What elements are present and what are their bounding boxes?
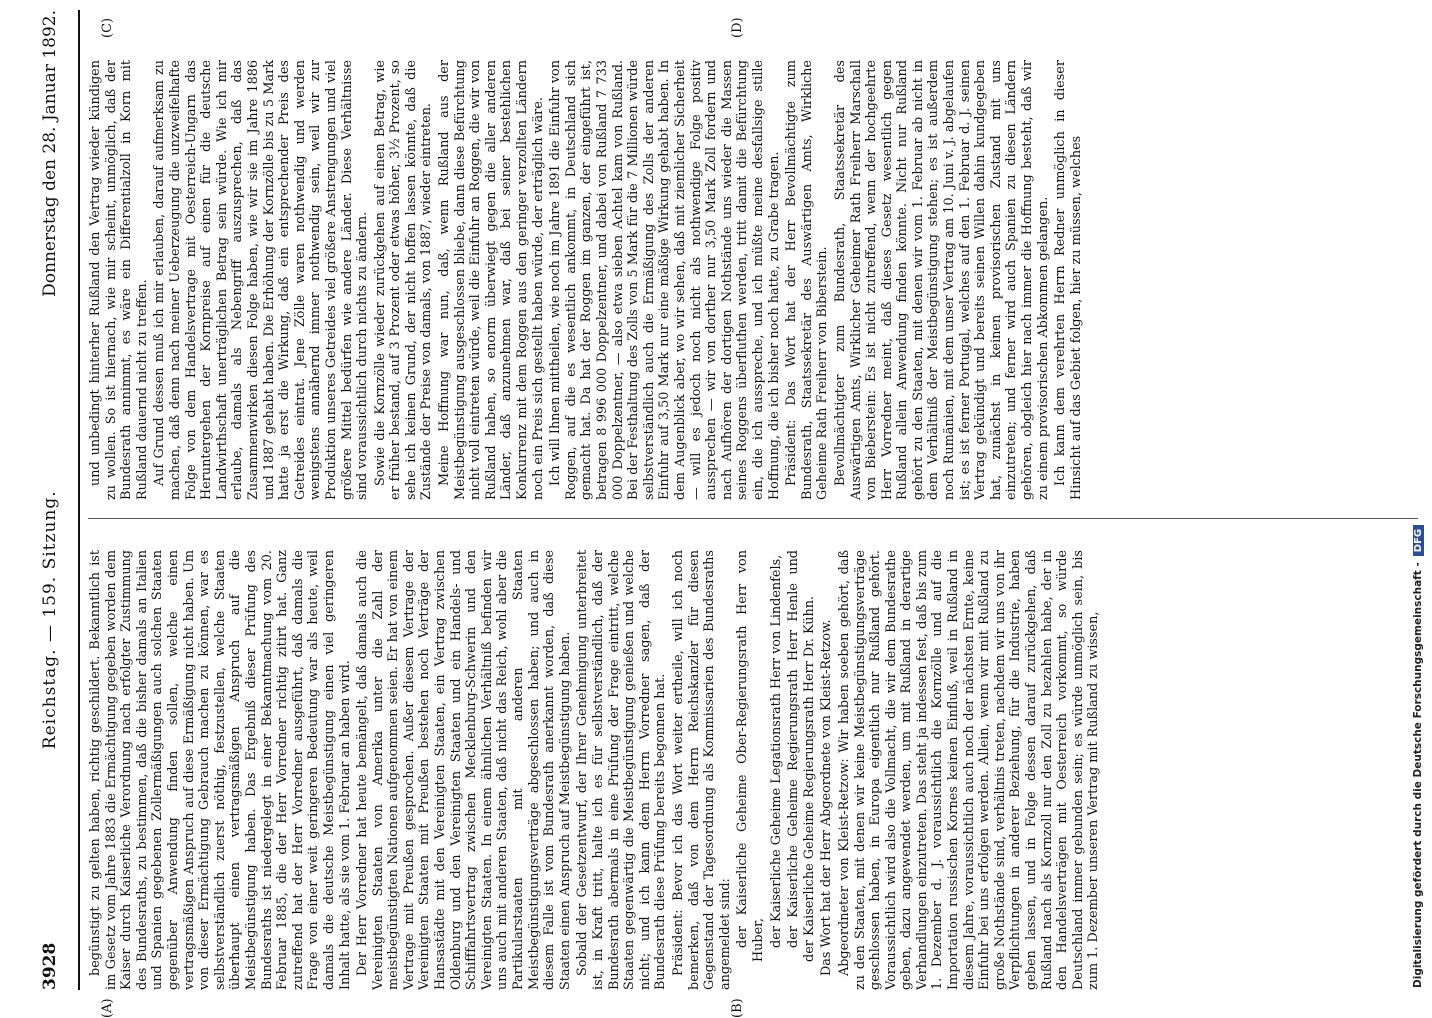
digitization-credit-strip [1400, 8, 1424, 992]
page-number: 3928 [40, 942, 60, 990]
margin-marker-d: (D) [730, 17, 745, 38]
digitization-credit [1412, 525, 1424, 988]
header-date: Donnerstag den 28. Januar 1892. [40, 10, 60, 297]
page-header [30, 10, 70, 990]
header-session: Reichstag. — 159. Sitzung. [40, 490, 60, 750]
rotated-page [30, 10, 1420, 1018]
margin-marker-b: (B) [730, 998, 745, 1018]
paragraph: Präsident: Bevor ich das Wort weiter ertheile, will ich noch bemerken, daß von dem Herrn Reichskanzler für diesen Gegenstand der Tagesordnung als Kommissarien des Bundesraths angemeldet sind: [670, 550, 733, 990]
paragraph: Sowie die Kornzölle wieder zurückgehen auf einen Betrag, wie er früher bestand, auf 3 Prozent oder etwas höher, 3½ Prozent, so sehe ich keinen Grund, der nicht hoffen lassen könnte, daß die Zustände der Preise von damals, von 1887, wieder eintreten. [372, 60, 435, 500]
paragraph: Ich kann dem verehrten Herrn Redner unmöglich in dieser Hinsicht auf das Gebiet folgen, hier zu müssen, welches [1053, 60, 1084, 500]
paragraph: Abgeordneter von Kleist-Retzow: Wir haben soeben gehört, daß zu den Staaten, mit denen wir keine Meistbegünstigungsverträge geschlossen haben, in Europa eigentlich nur Rußland gehört. Voraussichtlich wird also die Vollmacht, die wir dem Bundesrathe geben, dazu angewendet werden, um mit Rußland in derartige Verhandlungen einzutreten. Das steht ja indessen fest, daß bis zum 1. Dezember d. J. voraussichtlich die Kornzölle und auf die Importation russischen Kornes keinen Einfluß, weil in Rußland in diesem Jahre, voraussichtlich auch noch der nächsten Ernte, keine Einfuhr bei uns erfolgen werden. Allein, wenn wir mit Rußland zu große Nothstände sind, verhältnis treten, nachdem wir uns von ihr Verpflichtungen in anderer Beziehung, für die Industrie, haben geben lassen, und in Folge dessen darauf zurückgehen, daß Rußland nach als Kornzoll nur den Zoll zu bezahlen habe, der in den Handelsverträgen mit Oesterreich vorkommt, so würde Deutschland immer gebunden sein; es würde unmöglich sein, bis zum 1. Dezember unseren Vertrag mit Rußland zu wissen, [836, 550, 1102, 990]
commissioner-entry: der Kaiserliche Geheime Ober-Regierungsrath Herr von Huber, [735, 550, 766, 962]
column-divider [88, 518, 1418, 519]
paragraph: begünstigt zu gelten haben, richtig geschildert. Bekanntlich ist im Gesetz vom Jahre 1883 die Ermächtigung gegeben worden dem Kaiser durch Kaiserliche Verordnung nach erfolgter Zustimmung des Bundesraths, zu bestimmen, daß die bisher damals an Italien und Spanien gegebenen Zollermäßigungen auch solchen Staaten gegenüber Anwendung finden sollen, welche einen vertragsmäßigen Anspruch auf diese Ermäßigung nicht haben. Um von dieser Ermächtigung Gebrauch machen zu können, war es selbstverständlich zuerst nöthig, festzustellen, welche Staaten überhaupt einen vertragsmäßigen Anspruch auf die Meistbegünstigung haben. Das Ergebniß dieser Prüfung des Bundesraths ist niedergelegt in einer Bekanntmachung vom 20. Februar 1885, die der Herr Vorredner richtig zitirt hat. Ganz zutreffend hat der Herr Vorredner ausgeführt, daß damals die Frage von einer weit geringeren Bedeutung war als heute, weil damals die deutsche Meistbegünstigung einen viel geringeren Inhalt hatte, als sie vom 1. Februar an haben wird. [88, 550, 353, 990]
left-column [88, 550, 1104, 990]
commissioner-entry: der Kaiserliche Geheime Regierungsrath Herr Henle und der Kaiserliche Geheime Regierungsrath Herr Dr. Kühn. [786, 550, 817, 962]
paragraph: Präsident: Das Wort hat der Herr Bevollmächtigte zum Bundesrath, Staatssekretär des Auswärtigen Amts, Wirkliche Geheime Rath Freiherr von Biberstein. [784, 60, 831, 500]
header-rule [78, 10, 80, 990]
margin-marker-a: (A) [100, 998, 115, 1018]
margin-marker-c: (C) [100, 17, 115, 38]
commissioner-entry: der Kaiserliche Geheime Legationsrath Herr von Lindenfels, [768, 554, 784, 948]
right-column [88, 60, 1086, 500]
paragraph: Das Wort hat der Herr Abgeordnete von Kleist-Retzow. [819, 619, 835, 976]
paragraph: Sobald der Gesetzentwurf, der Ihrer Genehmigung unterbreitet ist, in Kraft tritt, halte ich es für selbstverständlich, daß der Bundesrath abermals in eine Prüfung der Frage eintritt, welche Staaten gegenwärtig die Meistbegünstigung genießen und welche nicht; und ich kann dem Herrn Vorredner sagen, daß der Bundesrath diese Prüfung bereits begonnen hat. [575, 550, 669, 990]
paragraph: Ich will Ihnen mittheilen, wie noch im Jahre 1891 die Einfuhr von Roggen, auf die es wesentlich ankommt, in Deutschland sich gemacht hat. Da hat der Roggen im ganzen, der eingeführt ist, betragen 8 996 000 Doppelzentner, und dabei von Rußland 7 733 000 Doppelzentner, — also etwa sieben Achtel kam von Rußland. Bei der Festhaltung des Zolls von 5 Mark für die 7 Millionen würde selbstverständlich auch die Ermäßigung des Zolls der anderen Einfuhr auf 3,50 Mark nur eine mäßige Wirkung gehabt haben. In dem Augenblick aber, wo wir sehen, daß mit ziemlicher Sicherheit — will es jedoch noch nicht als nothwendige Folge positiv aussprechen — wir von dorther nur 3,50 Mark Zoll fordern und nach Aufhören der dortigen Nothstände uns wieder die Massen seines Roggens überfluthen werden, tritt damit die Befürchtung ein, die ich ausspreche, und ich müßte meine desfallsige stille Hoffnung, die ich bisher noch hatte, zu Grabe tragen. [548, 60, 782, 500]
paragraph: Bevollmächtigter zum Bundesrath, Staatssekretär des Auswärtigen Amts, Wirklicher Geheimer Rath Freiherr Marschall von Bieberstein: Es ist nicht zutreffend, wenn der hochgeehrte Herr Vorredner meint, daß dieses Gesetz wesentlich gegen Rußland allein Anwendung finden könnte. Nicht nur Rußland gehört zu den Staaten, mit denen wir vom 1. Februar ab nicht in dem Verhältniß der Meistbegünstigung stehen; es ist außerdem noch Rumänien, mit dem unser Vertrag am 10. Juni v. J. abgelaufen ist; es ist ferner Portugal, welches auf den 1. Februar d. J. seinen Vertrag gekündigt und bereits seinen Willen dahin kundgegeben hat, zunächst in keinen provisorischen Zustand mit uns einzutreten; und ferner wird auch Spanien zu diesen Ländern gehören, obgleich hier nach immer die Hoffnung besteht, daß wir zu einem provisorischen Abkommen gelangen. [832, 60, 1051, 500]
paragraph: Meine Hoffnung war nun, daß, wenn Rußland aus der Meistbegünstigung ausgeschlossen bliebe, dann diese Befürchtung nicht voll eintreten würde, weil die Einfuhr an Roggen, die wir von Rußland haben, so enorm überwiegt gegen die aller anderen Länder, daß anzunehmen war, daß bei seiner bestehlichen Konkurrenz mit dem Roggen aus den geringer verzollten Ländern noch ein Preis sich gestellt haben würde, der erträglich wäre. [437, 60, 546, 500]
paragraph: und unbedingt hinterher Rußland den Vertrag wieder kündigen zu wollen. So ist hiernach, wie mir scheint, unmöglich, daß der Bundesrath annimmt, es wäre ein Differentialzoll in Korn mit Rußland dauernd nicht zu treffen. [88, 60, 150, 500]
paragraph: Auf Grund dessen muß ich mir erlauben, darauf aufmerksam zu machen, daß denn nach meiner Ueberzeugung die unzweifelhafte Folge von dem Handelsvertrage mit Oesterreich-Ungarn das Heruntergehen der Kornpreise auf einen für die deutsche Landwirthschaft unerträglichen Betrag sein würde. Wie ich mir erlaube, damals als Nebengriff auszusprechen, daß das Zusammenwirken diesen Folge haben, wie wir sie im Jahre 1886 und 1887 gehabt haben. Die Erhöhung der Kornzölle bis zu 5 Mark hatte ja erst die Wirkung, daß ein entsprechender Preis des Getreides eintrat. Jene Zölle waren nothwendig und werden wenigstens annähernd immer nothwendig sein, weil wir zur Produktion unseres Getreides viel größere Anstrengungen und viel größere Mittel bedürfen wie andere Länder. Diese Verhältnisse sind voraussichtlich durch nichts zu ändern. [152, 60, 371, 500]
digitization-credit-text: Digitalisierung gefördert durch die Deutsche Forschungsgemeinschaft - [1412, 562, 1424, 988]
dfg-logo: DFG [1413, 525, 1424, 556]
paragraph: Der Herr Vorredner hat heute bemängelt, daß damals auch die Vereinigten Staaten von Amerika unter die Zahl der meistbegünstigten Nationen aufgenommen seien. Er hat von einem Vertrage mit Preußen gesprochen. Außer diesem Vertrage der Vereinigten Staaten mit Preußen bestehen noch Verträge der Hansastädte mit den Vereinigten Staaten, ein Vertrag zwischen Oldenburg und den Vereinigten Staaten und ein Handels- und Schifffahrtsvertrag zwischen Mecklenburg-Schwerin und den Vereinigten Staaten. In einem ähnlichen Verhältniß befinden wir uns auch mit anderen Staaten, daß nicht das Reich, wohl aber die Partikularstaaten mit anderen Staaten Meistbegünstigungsverträge abgeschlossen haben; und auch in diesem Falle ist vom Bundesrath anerkannt worden, daß diese Staaten einen Anspruch auf Meistbegünstigung haben. [355, 550, 573, 990]
